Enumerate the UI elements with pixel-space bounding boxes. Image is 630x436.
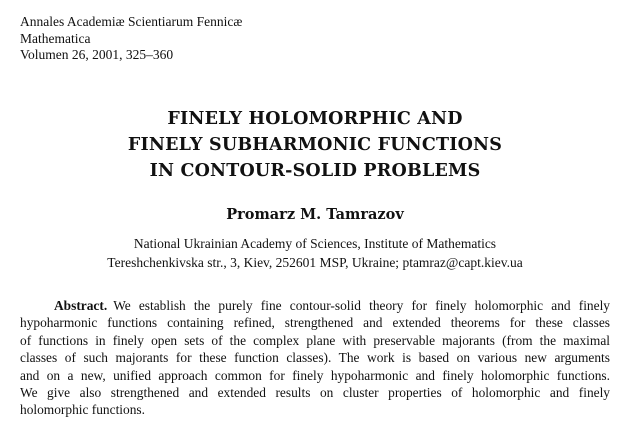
abstract-line-6: We give also strengthened and extended results on cluster properties of holomorphic and finely [20, 385, 610, 401]
abstract-line-1 [20, 297, 610, 314]
abstract-heading: Abstract. [54, 298, 108, 313]
abstract-line-3: of functions in finely open sets of the complex plane with preservable majorants (from the maximal [20, 332, 610, 348]
abstract-line-4: classes of such majorants for these function classes). The work is based on various new arguments [20, 350, 610, 366]
abstract-line-5: and on a new, unified approach common for finely hypoharmonic and finely holomorphic functions. [20, 367, 610, 383]
journal-header [20, 14, 242, 64]
affiliation-address: Tereshchenkivska str., 3, Kiev, 252601 MSP, Ukraine; ptamraz@capt.kiev.ua [107, 255, 523, 270]
journal-volume: Volumen 26, 2001, 325–360 [20, 47, 174, 62]
title-line-2: FINELY SUBHARMONIC FUNCTIONS [127, 135, 503, 155]
abstract-line-7: holomorphic functions. [20, 402, 145, 418]
abstract-text-1: We establish the purely fine contour-solid theory for finely holomorphic and finely [113, 298, 610, 313]
title-line-3: IN CONTOUR-SOLID PROBLEMS [149, 161, 481, 181]
abstract [20, 297, 610, 419]
affiliation-institution: National Ukrainian Academy of Sciences, Institute of Mathematics [133, 236, 497, 251]
journal-name: Annales Academiæ Scientiarum Fennicæ [20, 14, 243, 29]
paper-title [0, 106, 630, 184]
title-line-1: FINELY HOLOMORPHIC AND [167, 109, 463, 129]
author-affiliation [0, 234, 630, 272]
journal-series: Mathematica [20, 30, 91, 46]
abstract-line-2: hypoharmonic functions containing refined, strengthened and extended theorems for these classes [20, 315, 610, 331]
author-name: Promarz M. Tamrazov [226, 206, 404, 223]
